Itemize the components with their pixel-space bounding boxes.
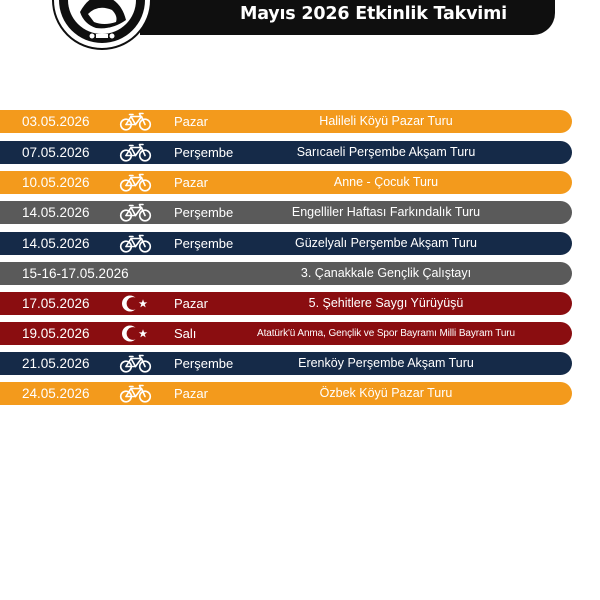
bicycle-icon [119,384,152,403]
event-title: Özbek Köyü Pazar Turu [319,386,453,400]
page-title: Mayıs 2026 Etkinlik Takvimi [240,4,507,24]
event-day: Perşembe [174,356,234,371]
event-day: Pazar [174,296,208,311]
event-row [0,292,572,315]
event-row [0,382,572,405]
crescent-star-icon [119,294,152,313]
bicycle-icon [119,173,152,192]
event-day: Pazar [174,114,208,129]
event-row [0,141,572,164]
event-day: Perşembe [174,145,234,160]
event-date: 14.05.2026 [22,236,90,251]
event-row [0,352,572,375]
event-row [0,322,572,345]
crescent-star-icon [119,324,152,343]
bicycle-icon [119,354,152,373]
event-row [0,262,572,285]
event-day: Pazar [174,175,208,190]
event-day: Pazar [174,386,208,401]
event-title: 3. Çanakkale Gençlik Çalıştayı [300,266,472,280]
event-day: Perşembe [174,205,234,220]
event-date: 07.05.2026 [22,145,90,160]
event-title: Anne - Çocuk Turu [333,175,439,189]
event-date: 14.05.2026 [22,205,90,220]
event-date: 17.05.2026 [22,296,90,311]
event-row [0,110,572,133]
event-row [0,232,572,255]
event-row [0,171,572,194]
bicycle-icon [119,143,152,162]
event-title: Atatürk'ü Anma, Gençlik ve Spor Bayramı Milli Bayram Turu [257,328,515,339]
event-title: Güzelyalı Perşembe Akşam Turu [294,236,478,250]
event-title: Erenköy Perşembe Akşam Turu [298,356,474,370]
event-day: Salı [174,326,197,341]
event-title: 5. Şehitlere Saygı Yürüyüşü [308,296,464,310]
bicycle-icon [119,203,152,222]
event-date: 21.05.2026 [22,356,90,371]
event-date: 15-16-17.05.2026 [22,266,129,281]
event-title: Engelliler Haftası Farkındalık Turu [291,205,481,219]
bicycle-icon [119,112,152,131]
event-title: Sarıcaeli Perşembe Akşam Turu [296,145,476,159]
event-title: Halileli Köyü Pazar Turu [319,114,453,128]
bicycle-icon [119,234,152,253]
event-date: 10.05.2026 [22,175,90,190]
event-date: 24.05.2026 [22,386,90,401]
event-date: 03.05.2026 [22,114,90,129]
event-row [0,201,572,224]
event-date: 19.05.2026 [22,326,90,341]
event-day: Perşembe [174,236,234,251]
